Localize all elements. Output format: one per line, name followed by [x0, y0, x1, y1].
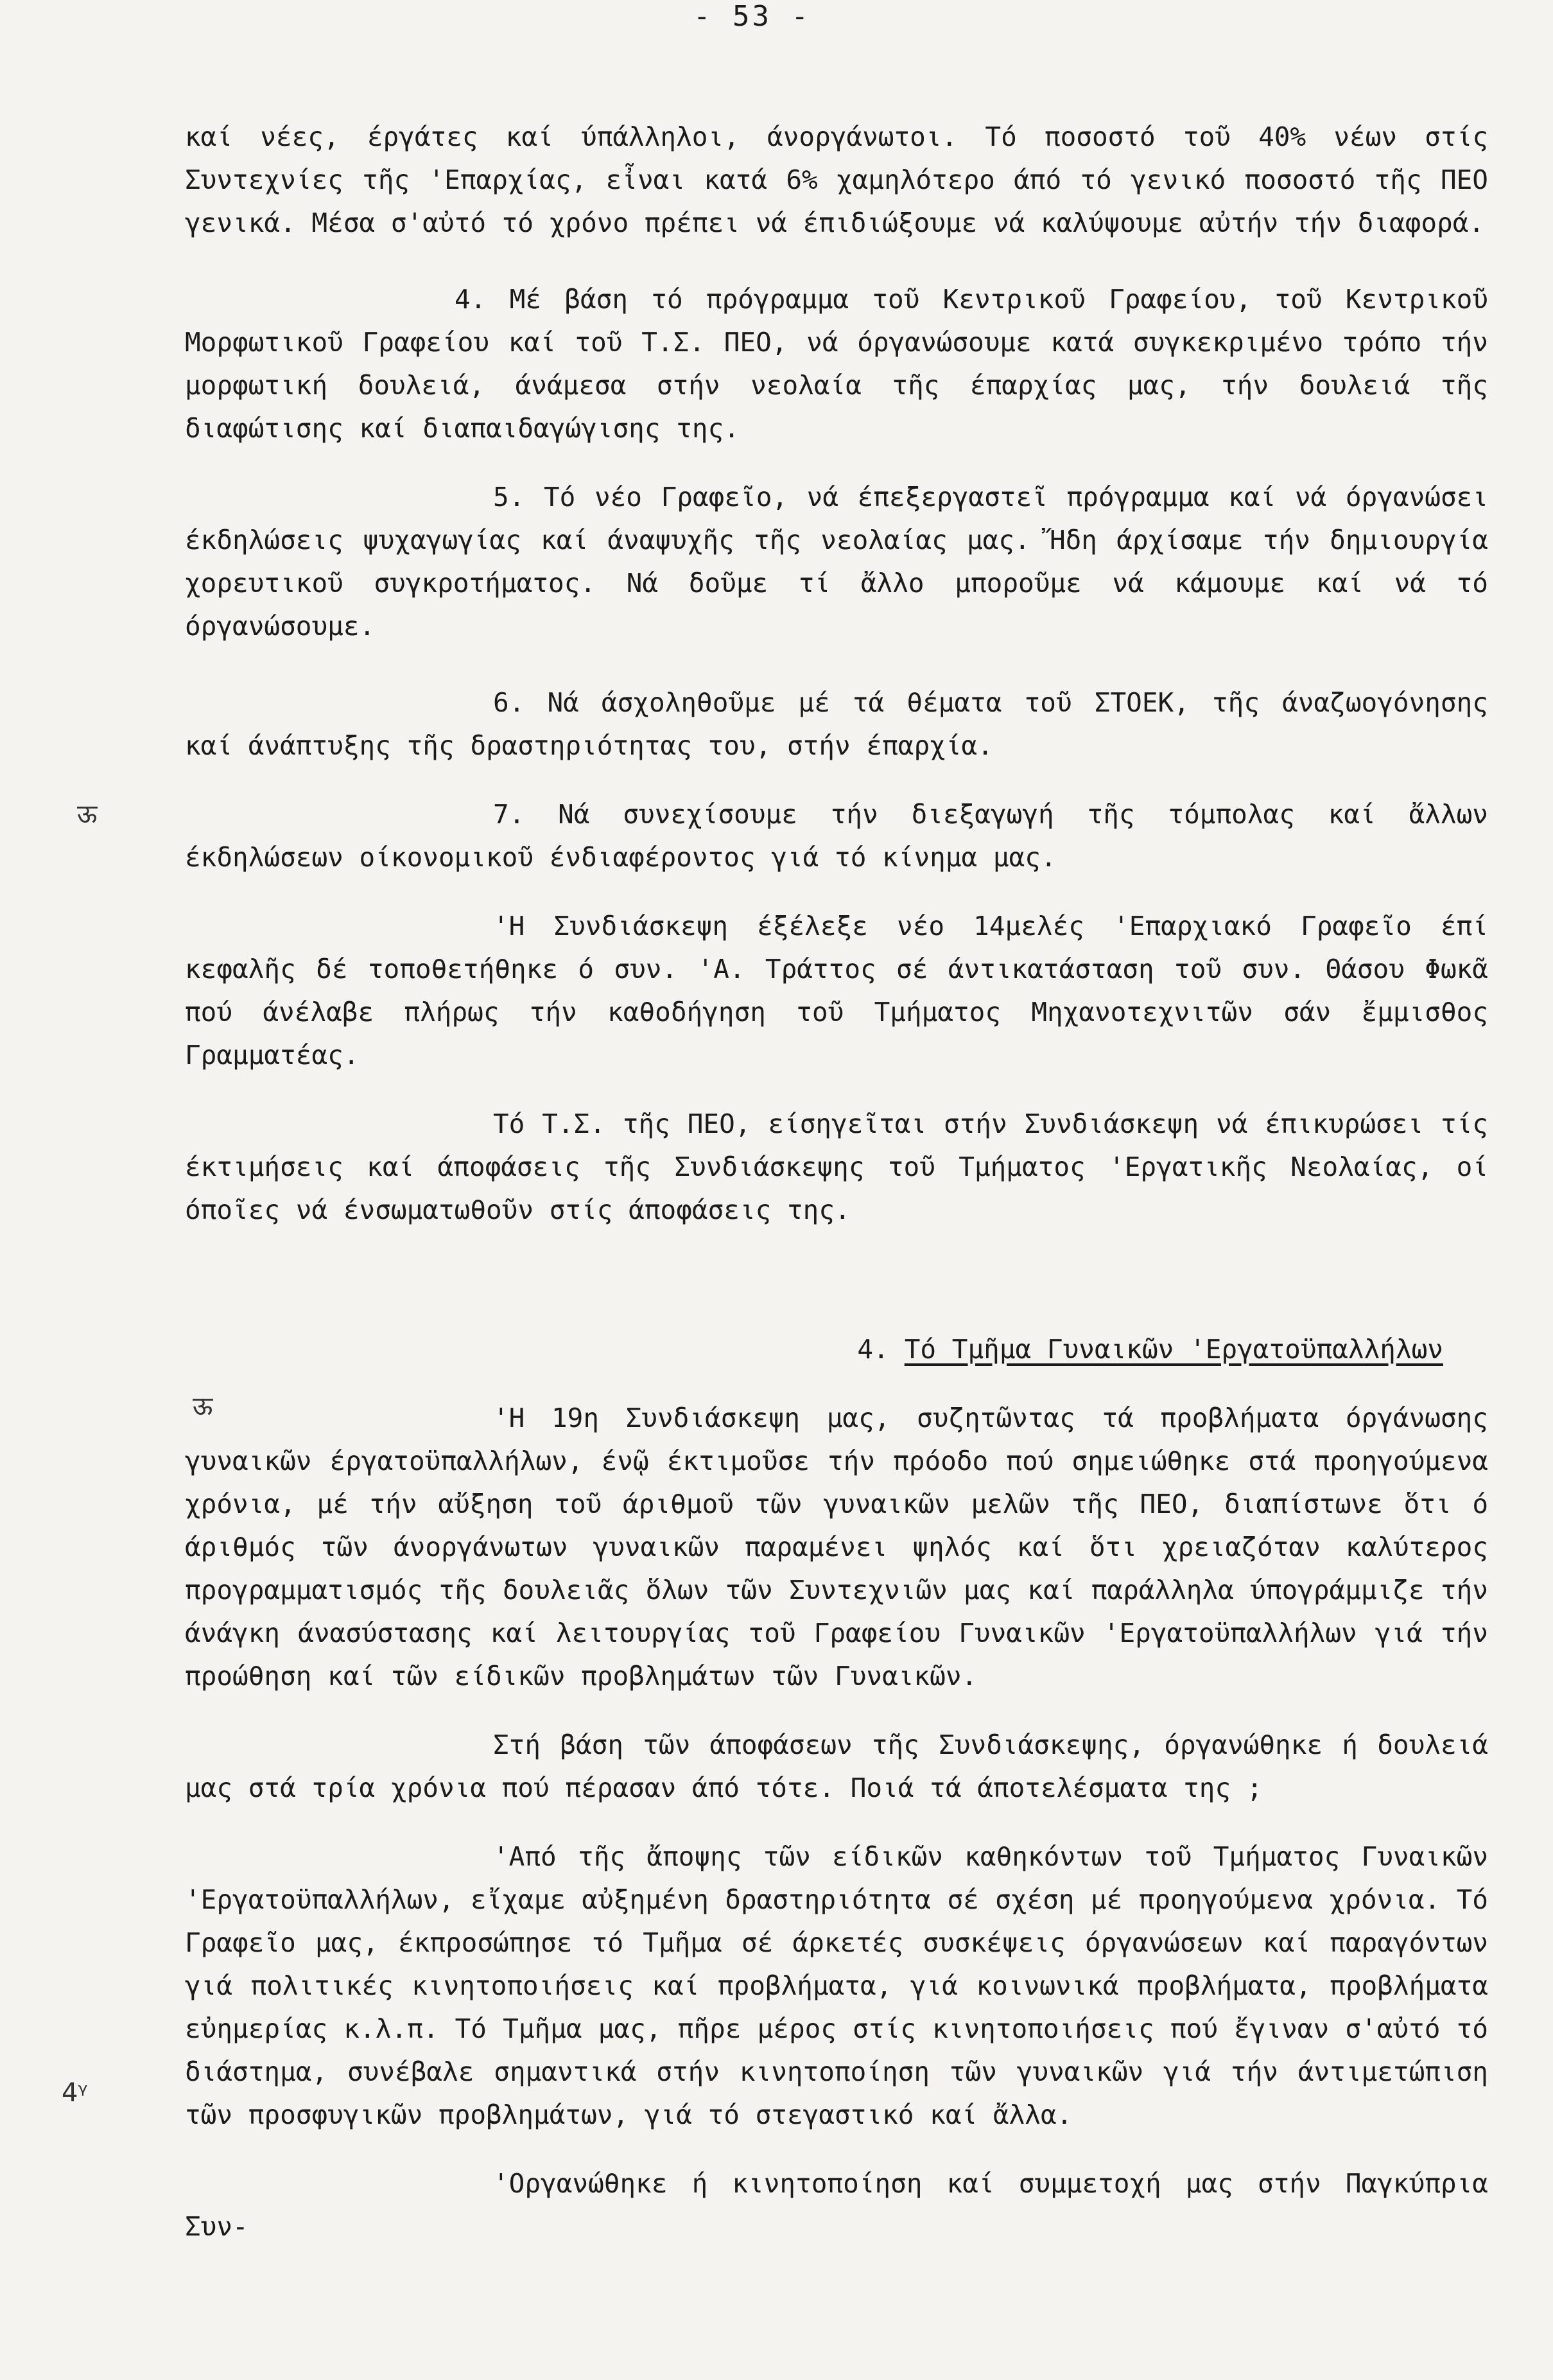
paragraph-new-bureau: 'Η Συνδιάσκεψη έξέλεξε νέο 14μελές 'Επαρχιακό Γραφεῖο έπί κεφαλῆς δέ τοποθετήθηκε ό συν. 'Α. Τράττος σέ άντικατάσταση τοῦ συν. Θάσου Φωκᾶ πού άνέλαβε πλήρως τήν καθοδήγηση τοῦ Τμήματος Μηχανοτεχνιτῶν σάν ἔμμισθος Γραμματέας. [185, 911, 1488, 1071]
paragraph-point-4: 4. Μέ βάση τό πρόγραμμα τοῦ Κεντρικοῦ Γραφείου, τοῦ Κεντρικοῦ Μορφωτικοῦ Γραφείου καί τοῦ Τ.Σ. ΠΕΟ, νά όργανώσουμε κατά συγκεκριμένο τρόπο τήν μορφωτική δουλειά, άνάμεσα στήν νεολαία τῆς έπαρχίας μας, τήν δουλειά τῆς διαφώτισης καί διαπαιδαγώγισης της. [185, 284, 1488, 444]
margin-mark-handwritten-lower: 4ᵞ [62, 2078, 88, 2108]
paragraph-point-7: 7. Νά συνεχίσουμε τήν διεξαγωγή τῆς τόμπολας καί ἄλλων έκδηλώσεων οίκονομικοῦ ένδιαφέροντος γιά τό κίνημα μας. [185, 799, 1488, 873]
paragraph-special-duties: 'Από τῆς ἄποψης τῶν είδικῶν καθηκόντων τοῦ Τμήματος Γυναικῶν 'Εργατοϋπαλλήλων, εἴχαμε αὐξημένη δραστηριότητα σέ σχέση μέ προηγούμενα χρόνια. Τό Γραφεῖο μας, έκπροσώπησε τό Τμῆμα σέ άρκετές συσκέψεις όργανώσεων καί παραγόντων γιά πολιτικές κινητοποιήσεις καί προβλήματα, γιά κοινωνικά προβλήματα, προβλήματα εὐημερίας κ.λ.π. Τό Τμῆμα μας, πῆρε μέρος στίς κινητοποιήσεις πού ἔγιναν σ'αὐτό τό διάστημα, συνέβαλε σημαντικά στήν κινητοποίηση τῶν γυναικῶν γιά τήν άντιμετώπιση τῶν προσφυγικῶν προβλημάτων, γιά τό στεγαστικό καί ἄλλα. [185, 1841, 1488, 2130]
section-number: 4. [857, 1334, 889, 1365]
page-number: - 53 - [693, 0, 811, 33]
paragraph-point-6: 6. Νά άσχοληθοῦμε μέ τά θέματα τοῦ ΣΤΟΕΚ, τῆς άναζωογόνησης καί άνάπτυξης τῆς δραστηριότητας του, στήν έπαρχία. [185, 687, 1488, 761]
paragraph-19th-conference: 'Η 19η Συνδιάσκεψη μας, συζητῶντας τά προβλήματα όργάνωσης γυναικῶν έργατοϋπαλλήλων, ένῷ έκτιμοῦσε τήν πρόοδο πού σημειώθηκε στά προηγούμενα χρόνια, μέ τήν αὔξηση τοῦ άριθμοῦ τῶν γυναικῶν μελῶν τῆς ΠΕΟ, διαπίστωνε ὅτι ό άριθμός τῶν άνοργάνωτων γυναικῶν παραμένει ψηλός καί ὅτι χρειαζόταν καλύτερος προγραμματισμός τῆς δουλειᾶς ὅλων τῶν Συντεχνιῶν μας καί παράλληλα ύπογράμμιζε τήν άνάγκη άνασύστασης καί λειτουργίας τοῦ Γραφείου Γυναικῶν 'Εργατοϋπαλλήλων γιά τήν προώθηση καί τῶν είδικῶν προβλημάτων τῶν Γυναικῶν. [185, 1403, 1488, 1692]
paragraph-intro-continuation: καί νέες, έργάτες καί ύπάλληλοι, άνοργάνωτοι. Τό ποσοστό τοῦ 40% νέων στίς Συντεχνίες τῆς 'Επαρχίας, εἶναι κατά 6% χαμηλότερο άπό τό γενικό ποσοστό τῆς ΠΕΟ γενικά. Μέσα σ'αὐτό τό χρόνο πρέπει νά έπιδιώξουμε νά καλύψουμε αὐτήν τήν διαφορά. [185, 121, 1488, 238]
paragraph-point-5: 5. Τό νέο Γραφεῖο, νά έπεξεργαστεῖ πρόγραμμα καί νά όργανώσει έκδηλώσεις ψυχαγωγίας καί άναψυχῆς τῆς νεολαίας μας. Ἤδη άρχίσαμε τήν δημιουργία χορευτικοῦ συγκροτήματος. Νά δοῦμε τί ἄλλο μποροῦμε νά κάμουμε καί νά τό όργανώσουμε. [185, 482, 1488, 642]
margin-mark-handwritten: ऊ [77, 800, 98, 829]
section-heading [185, 1328, 1488, 1371]
body-text [185, 116, 1488, 2248]
margin-mark-handwritten-section: ऊ [193, 1392, 213, 1421]
paragraph-pancyprian-mobilization: 'Οργανώθηκε ή κινητοποίηση καί συμμετοχή μας στήν Παγκύπρια Συν- [185, 2168, 1488, 2242]
paragraph-ts-recommendation: Τό Τ.Σ. τῆς ΠΕΟ, είσηγεῖται στήν Συνδιάσκεψη νά έπικυρώσει τίς έκτιμήσεις καί άποφάσεις τῆς Συνδιάσκεψης τοῦ Τμήματος 'Εργατικῆς Νεολαίας, οί όποῖες νά ένσωματωθοῦν στίς άποφάσεις της. [185, 1108, 1488, 1225]
paragraph-decisions-basis: Στή βάση τῶν άποφάσεων τῆς Συνδιάσκεψης, όργανώθηκε ή δουλειά μας στά τρία χρόνια πού πέρασαν άπό τότε. Ποιά τά άποτελέσματα της ; [185, 1729, 1488, 1803]
section-title: Τό Τμῆμα Γυναικῶν 'Εργατοϋπαλλήλων [904, 1334, 1443, 1365]
